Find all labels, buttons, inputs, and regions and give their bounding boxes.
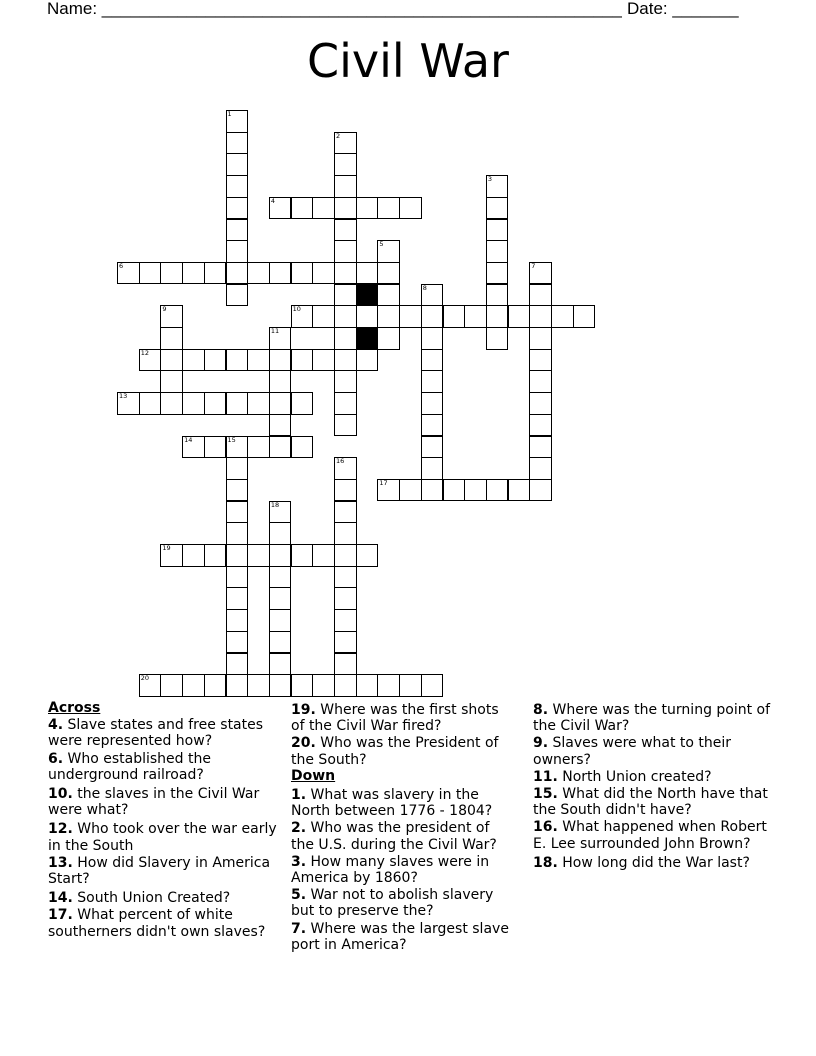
- grid-cell[interactable]: [226, 522, 249, 545]
- clue-column-1: [48, 700, 278, 940]
- grid-cell[interactable]: [421, 305, 444, 328]
- down-heading: Down: [291, 767, 336, 784]
- grid-cell[interactable]: [486, 219, 509, 242]
- grid-cell[interactable]: [269, 392, 292, 415]
- cell-number: 7: [531, 261, 536, 270]
- grid-cell[interactable]: [529, 349, 552, 372]
- grid-cell[interactable]: [117, 262, 140, 285]
- grid-cell[interactable]: [291, 544, 314, 567]
- grid-cell[interactable]: [486, 262, 509, 285]
- grid-cell[interactable]: [226, 197, 249, 220]
- grid-cell[interactable]: [377, 479, 400, 502]
- grid-cell[interactable]: [139, 349, 162, 372]
- cell-number: 18: [270, 500, 280, 509]
- grid-cell[interactable]: [443, 479, 466, 502]
- cell-number: 6: [119, 261, 124, 270]
- clue-down-5: 5. War not to abolish slavery but to preserve the?: [291, 887, 494, 920]
- grid-cell[interactable]: [160, 327, 183, 350]
- grid-cell[interactable]: [334, 284, 357, 307]
- grid-cell[interactable]: [247, 392, 270, 415]
- grid-cell[interactable]: [226, 436, 249, 459]
- grid-cell[interactable]: [334, 370, 357, 393]
- grid-cell[interactable]: [269, 544, 292, 567]
- date-field-label: Date: _______: [627, 0, 739, 18]
- grid-cell[interactable]: [399, 197, 422, 220]
- clue-across-4: 4. Slave states and free states were represented how?: [48, 717, 264, 750]
- grid-cell[interactable]: [139, 392, 162, 415]
- grid-cell[interactable]: [334, 609, 357, 632]
- grid-cell[interactable]: [421, 674, 444, 697]
- grid-cell[interactable]: [312, 349, 335, 372]
- grid-cell[interactable]: [334, 197, 357, 220]
- grid-cell[interactable]: [269, 587, 292, 610]
- grid-cell[interactable]: [226, 153, 249, 176]
- grid-cell[interactable]: [356, 305, 379, 328]
- grid-cell[interactable]: [356, 197, 379, 220]
- grid-cell[interactable]: [269, 631, 292, 654]
- grid-cell[interactable]: [226, 653, 249, 676]
- grid-cell[interactable]: [399, 479, 422, 502]
- clue-down-18: 18. How long did the War last?: [533, 854, 750, 871]
- cell-number: 3: [487, 175, 493, 184]
- grid-cell[interactable]: [334, 631, 357, 654]
- grid-cell[interactable]: [334, 414, 357, 437]
- grid-cell[interactable]: [269, 653, 292, 676]
- cell-number: 2: [336, 131, 341, 140]
- grid-cell[interactable]: [377, 327, 400, 350]
- clue-down-16: 16. What happened when Robert E. Lee surrounded John Brown?: [533, 819, 767, 852]
- grid-cell[interactable]: [204, 349, 227, 372]
- grid-block: [356, 284, 379, 307]
- clue-across-20: 20. Who was the President of the South?: [291, 735, 499, 768]
- clue-down-1: 1. What was slavery in the North between 1776 - 1804?: [291, 787, 493, 820]
- grid-cell[interactable]: [312, 305, 335, 328]
- clue-down-3: 3. How many slaves were in America by 1860?: [291, 853, 490, 887]
- grid-cell[interactable]: [160, 262, 183, 285]
- grid-cell[interactable]: [182, 392, 205, 415]
- grid-cell[interactable]: [247, 262, 270, 285]
- grid-cell[interactable]: [226, 457, 249, 480]
- grid-cell[interactable]: [421, 479, 444, 502]
- grid-cell[interactable]: [269, 674, 292, 697]
- grid-cell[interactable]: [160, 544, 183, 567]
- grid-cell[interactable]: [529, 370, 552, 393]
- clue-down-15: 15. What did the North have that the South didn't have?: [533, 786, 768, 819]
- grid-cell[interactable]: [421, 284, 444, 307]
- grid-cell[interactable]: [421, 370, 444, 393]
- grid-cell[interactable]: [247, 349, 270, 372]
- grid-cell[interactable]: [334, 501, 357, 524]
- cell-number: 10: [292, 305, 301, 314]
- grid-cell[interactable]: [269, 414, 292, 437]
- grid-cell[interactable]: [226, 262, 249, 285]
- clue-across-12: 12. Who took over the war early in the South: [48, 821, 277, 854]
- grid-cell[interactable]: [139, 262, 162, 285]
- cell-number: 17: [379, 478, 388, 487]
- grid-cell[interactable]: [269, 349, 292, 372]
- grid-cell[interactable]: [529, 479, 552, 502]
- grid-cell[interactable]: [226, 566, 249, 589]
- grid-cell[interactable]: [486, 305, 509, 328]
- grid-cell[interactable]: [399, 305, 422, 328]
- grid-cell[interactable]: [421, 349, 444, 372]
- grid-cell[interactable]: [226, 132, 249, 155]
- cell-number: 13: [119, 392, 128, 401]
- grid-cell[interactable]: [529, 284, 552, 307]
- grid-cell[interactable]: [226, 392, 249, 415]
- grid-cell[interactable]: [334, 457, 357, 480]
- grid-block: [356, 327, 379, 350]
- grid-cell[interactable]: [312, 197, 335, 220]
- grid-cell[interactable]: [334, 240, 357, 263]
- grid-cell[interactable]: [377, 674, 400, 697]
- grid-cell[interactable]: [204, 436, 227, 459]
- grid-cell[interactable]: [529, 457, 552, 480]
- grid-cell[interactable]: [226, 587, 249, 610]
- grid-cell[interactable]: [334, 132, 357, 155]
- clue-column-3: [533, 700, 773, 871]
- grid-cell[interactable]: [334, 674, 357, 697]
- grid-cell[interactable]: [334, 653, 357, 676]
- grid-cell[interactable]: [269, 436, 292, 459]
- grid-cell[interactable]: [334, 175, 357, 198]
- grid-cell[interactable]: [204, 262, 227, 285]
- grid-cell[interactable]: [226, 501, 249, 524]
- grid-cell[interactable]: [226, 609, 249, 632]
- grid-cell[interactable]: [377, 197, 400, 220]
- grid-cell[interactable]: [160, 349, 183, 372]
- cell-number: 5: [379, 240, 384, 249]
- grid-cell[interactable]: [334, 305, 357, 328]
- grid-cell[interactable]: [182, 544, 205, 567]
- grid-cell[interactable]: [529, 327, 552, 350]
- grid-cell[interactable]: [486, 240, 509, 263]
- grid-cell[interactable]: [573, 305, 596, 328]
- cell-number: 20: [140, 674, 149, 683]
- grid-cell[interactable]: [269, 609, 292, 632]
- grid-cell[interactable]: [508, 479, 531, 502]
- grid-cell[interactable]: [464, 479, 487, 502]
- grid-cell[interactable]: [226, 284, 249, 307]
- grid-cell[interactable]: [139, 674, 162, 697]
- grid-cell[interactable]: [204, 674, 227, 697]
- grid-cell[interactable]: [269, 566, 292, 589]
- clue-column-2: [291, 700, 516, 953]
- grid-cell[interactable]: [356, 544, 379, 567]
- grid-cell[interactable]: [334, 392, 357, 415]
- cell-number: 15: [227, 435, 236, 444]
- cell-number: 8: [422, 283, 427, 292]
- grid-cell[interactable]: [182, 349, 205, 372]
- grid-cell[interactable]: [160, 305, 183, 328]
- grid-cell[interactable]: [291, 197, 314, 220]
- grid-cell[interactable]: [247, 674, 270, 697]
- cell-number: 9: [162, 305, 167, 314]
- name-field-label: Name: _______________________________________________________: [47, 0, 622, 18]
- grid-cell[interactable]: [312, 674, 335, 697]
- grid-cell[interactable]: [160, 674, 183, 697]
- clue-across-6: 6. Who established the underground railroad?: [48, 750, 211, 783]
- grid-cell[interactable]: [334, 566, 357, 589]
- clue-down-9: 9. Slaves were what to their owners?: [533, 735, 732, 768]
- grid-cell[interactable]: [291, 262, 314, 285]
- grid-cell[interactable]: [486, 284, 509, 307]
- grid-cell[interactable]: [486, 175, 509, 198]
- grid-cell[interactable]: [204, 544, 227, 567]
- grid-cell[interactable]: [226, 110, 249, 133]
- clue-across-10: 10. the slaves in the Civil War were what?: [48, 786, 260, 819]
- cell-number: 12: [140, 348, 149, 357]
- grid-cell[interactable]: [269, 262, 292, 285]
- grid-cell[interactable]: [334, 262, 357, 285]
- grid-cell[interactable]: [160, 370, 183, 393]
- grid-cell[interactable]: [443, 305, 466, 328]
- grid-cell[interactable]: [399, 674, 422, 697]
- grid-cell[interactable]: [269, 327, 292, 350]
- clue-down-2: 2. Who was the president of the U.S. during the Civil War?: [291, 820, 497, 853]
- grid-cell[interactable]: [529, 392, 552, 415]
- grid-cell[interactable]: [421, 414, 444, 437]
- grid-cell[interactable]: [291, 392, 314, 415]
- grid-cell[interactable]: [421, 436, 444, 459]
- grid-cell[interactable]: [529, 414, 552, 437]
- grid-cell[interactable]: [226, 240, 249, 263]
- grid-cell[interactable]: [291, 674, 314, 697]
- clue-across-19: 19. Where was the first shots of the Civil War fired?: [291, 702, 499, 735]
- grid-cell[interactable]: [334, 479, 357, 502]
- grid-cell[interactable]: [182, 674, 205, 697]
- grid-cell[interactable]: [291, 436, 314, 459]
- grid-cell[interactable]: [421, 457, 444, 480]
- grid-cell[interactable]: [486, 197, 509, 220]
- grid-cell[interactable]: [312, 262, 335, 285]
- grid-cell[interactable]: [464, 305, 487, 328]
- grid-cell[interactable]: [269, 522, 292, 545]
- grid-cell[interactable]: [356, 674, 379, 697]
- grid-cell[interactable]: [226, 349, 249, 372]
- grid-cell[interactable]: [334, 349, 357, 372]
- cell-number: 4: [270, 196, 276, 205]
- grid-cell[interactable]: [334, 544, 357, 567]
- grid-cell[interactable]: [551, 305, 574, 328]
- grid-cell[interactable]: [247, 436, 270, 459]
- grid-cell[interactable]: [421, 392, 444, 415]
- clue-across-13: 13. How did Slavery in America Start?: [48, 854, 271, 888]
- grid-cell[interactable]: [377, 284, 400, 307]
- grid-cell[interactable]: [269, 197, 292, 220]
- grid-cell[interactable]: [529, 262, 552, 285]
- grid-cell[interactable]: [226, 631, 249, 654]
- grid-cell[interactable]: [160, 392, 183, 415]
- grid-cell[interactable]: [421, 327, 444, 350]
- grid-cell[interactable]: [334, 587, 357, 610]
- grid-cell[interactable]: [377, 305, 400, 328]
- clue-down-11: 11. North Union created?: [533, 768, 712, 785]
- grid-cell[interactable]: [356, 262, 379, 285]
- clue-down-7: 7. Where was the largest slave port in America?: [291, 920, 509, 953]
- grid-cell[interactable]: [226, 674, 249, 697]
- grid-cell[interactable]: [508, 305, 531, 328]
- grid-cell[interactable]: [529, 436, 552, 459]
- cell-number: 1: [227, 110, 232, 118]
- grid-cell[interactable]: [334, 522, 357, 545]
- grid-cell[interactable]: [529, 305, 552, 328]
- cell-number: 19: [162, 544, 171, 552]
- puzzle-title: Civil War: [307, 34, 509, 88]
- grid-cell[interactable]: [226, 544, 249, 567]
- grid-cell[interactable]: [247, 544, 270, 567]
- grid-cell[interactable]: [269, 370, 292, 393]
- cell-number: 14: [184, 435, 193, 444]
- grid-cell[interactable]: [334, 153, 357, 176]
- grid-cell[interactable]: [182, 436, 205, 459]
- grid-cell[interactable]: [356, 349, 379, 372]
- clue-down-8: 8. Where was the turning point of the Civil War?: [533, 702, 771, 735]
- grid-cell[interactable]: [486, 479, 509, 502]
- grid-cell[interactable]: [377, 262, 400, 285]
- grid-cell[interactable]: [312, 544, 335, 567]
- grid-cell[interactable]: [182, 262, 205, 285]
- grid-cell[interactable]: [291, 305, 314, 328]
- across-heading: Across: [48, 700, 101, 716]
- grid-cell[interactable]: [226, 175, 249, 198]
- grid-cell[interactable]: [204, 392, 227, 415]
- grid-cell[interactable]: [334, 327, 357, 350]
- cell-number: 11: [270, 327, 280, 335]
- clue-across-14: 14. South Union Created?: [48, 890, 231, 907]
- grid-cell[interactable]: [334, 219, 357, 242]
- grid-cell[interactable]: [269, 501, 292, 524]
- cell-number: 16: [336, 457, 345, 466]
- grid-cell[interactable]: [226, 479, 249, 502]
- grid-cell[interactable]: [291, 349, 314, 372]
- grid-cell[interactable]: [117, 392, 140, 415]
- grid-cell[interactable]: [486, 327, 509, 350]
- clue-across-17: 17. What percent of white southerners didn't own slaves?: [48, 907, 266, 940]
- grid-cell[interactable]: [377, 240, 400, 263]
- grid-cell[interactable]: [226, 219, 249, 242]
